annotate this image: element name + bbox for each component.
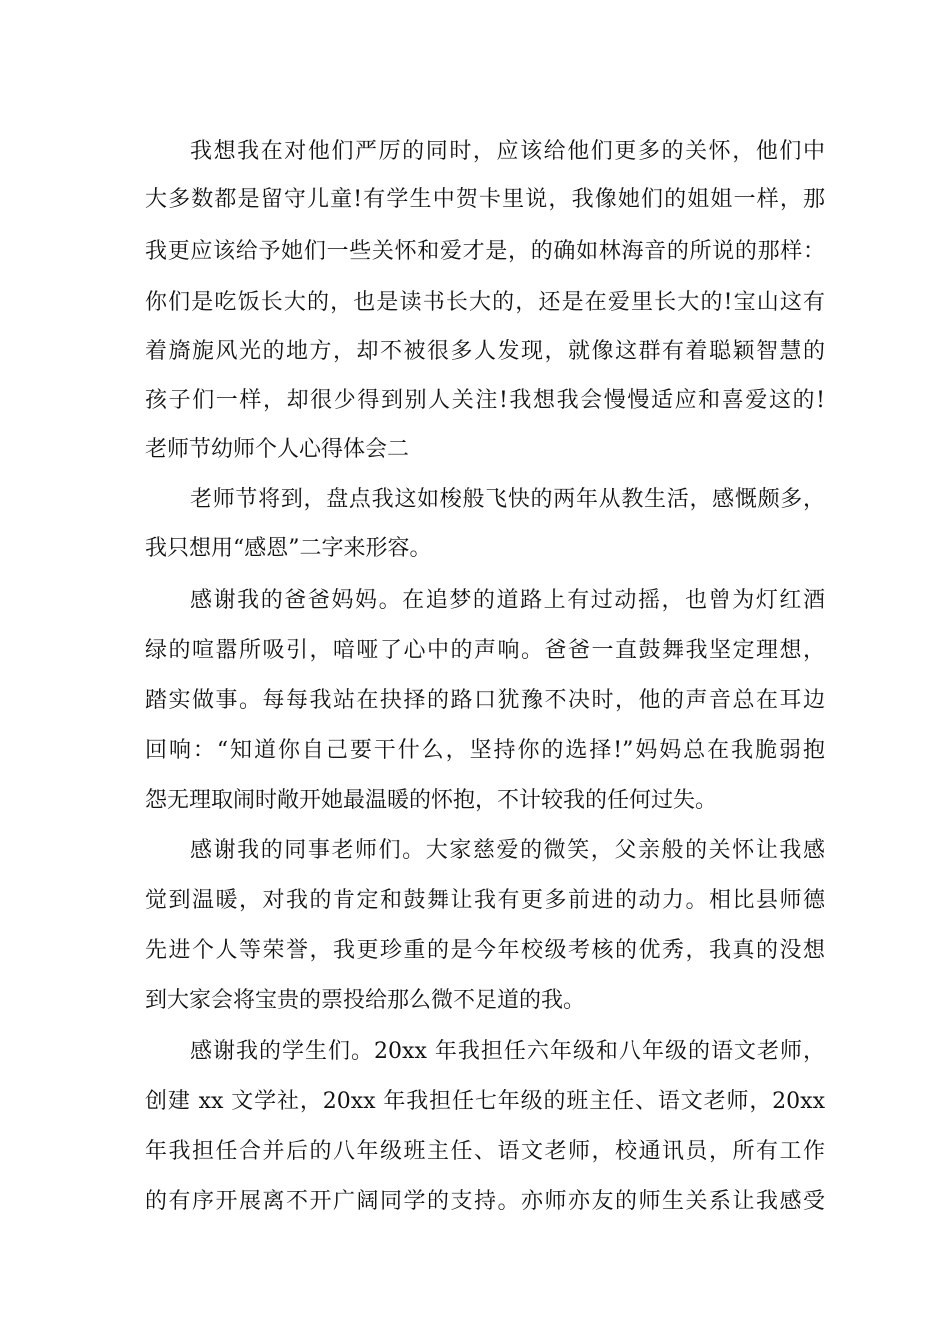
- paragraph-line: 觉到温暖，对我的肯定和鼓舞让我有更多前进的动力。相比县师德: [145, 888, 825, 913]
- paragraph-line: 老师节将到，盘点我这如梭般飞快的两年从教生活，感慨颇多，: [190, 487, 825, 512]
- paragraph-line: 我更应该给予她们一些关怀和爱才是，的确如林海音的所说的那样：: [145, 239, 825, 264]
- paragraph-line: 先进个人等荣誉，我更珍重的是今年校级考核的优秀，我真的没想: [145, 938, 825, 963]
- paragraph-line: 我想我在对他们严厉的同时，应该给他们更多的关怀，他们中: [190, 139, 825, 164]
- paragraph-line: 我只想用“感恩”二字来形容。: [145, 536, 432, 561]
- paragraph-line: 着旖旎风光的地方，却不被很多人发现，就像这群有着聪颖智慧的: [145, 339, 825, 364]
- paragraph-line: 回响：“知道你自己要干什么，坚持你的选择!”妈妈总在我脆弱抱: [145, 738, 825, 763]
- paragraph-line: 创建 xx 文学社，20xx 年我担任七年级的班主任、语文老师，20xx: [145, 1089, 825, 1114]
- paragraph-line: 感谢我的同事老师们。大家慈爱的微笑，父亲般的关怀让我感: [190, 838, 825, 863]
- paragraph-line: 踏实做事。每每我站在抉择的路口犹豫不决时，他的声音总在耳边: [145, 688, 825, 713]
- paragraph-line: 怨无理取闹时敞开她最温暖的怀抱，不计较我的任何过失。: [145, 788, 718, 813]
- paragraph-line: 到大家会将宝贵的票投给那么微不足道的我。: [145, 988, 586, 1013]
- paragraph-line: 感谢我的学生们。20xx 年我担任六年级和八年级的语文老师，: [190, 1039, 825, 1064]
- paragraph-line: 你们是吃饭长大的，也是读书长大的，还是在爱里长大的!宝山这有: [145, 290, 825, 315]
- paragraph-line: 感谢我的爸爸妈妈。在追梦的道路上有过动摇，也曾为灯红酒: [190, 588, 825, 613]
- paragraph-line: 孩子们一样，却很少得到别人关注!我想我会慢慢适应和喜爱这的!: [145, 388, 825, 413]
- paragraph-line: 大多数都是留守儿童!有学生中贺卡里说，我像她们的姐姐一样，那: [145, 187, 825, 212]
- paragraph-line: 绿的喧嚣所吸引，喑哑了心中的声响。爸爸一直鼓舞我坚定理想，: [145, 638, 825, 663]
- section-heading: 老师节幼师个人心得体会二: [145, 437, 410, 462]
- paragraph-line: 的有序开展离不开广阔同学的支持。亦师亦友的师生关系让我感受: [145, 1189, 825, 1214]
- paragraph-line: 年我担任合并后的八年级班主任、语文老师，校通讯员，所有工作: [145, 1139, 825, 1164]
